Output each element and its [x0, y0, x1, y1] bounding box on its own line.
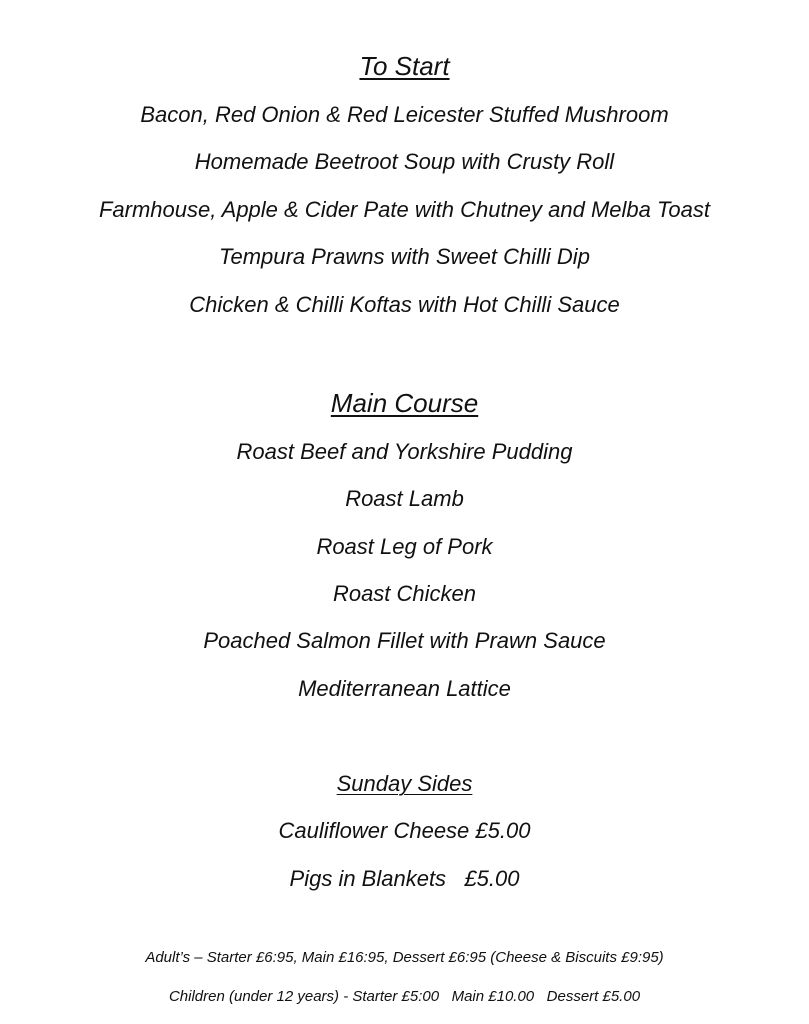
main-item: Roast Beef and Yorkshire Pudding	[236, 439, 573, 464]
side-item: Pigs in Blankets £5.00	[289, 866, 520, 891]
main-item: Roast Leg of Pork	[316, 534, 493, 559]
starter-item: Farmhouse, Apple & Cider Pate with Chutney and Melba Toast	[98, 197, 711, 222]
main-item: Mediterranean Lattice	[298, 676, 511, 701]
starter-item: Bacon, Red Onion & Red Leicester Stuffed Mushroom	[140, 102, 669, 127]
main-item: Poached Salmon Fillet with Prawn Sauce	[203, 628, 606, 653]
starter-item: Homemade Beetroot Soup with Crusty Roll	[194, 149, 615, 174]
starters-heading: To Start	[359, 51, 450, 81]
starter-item: Tempura Prawns with Sweet Chilli Dip	[219, 244, 590, 269]
adult-pricing: Adult’s – Starter £6:95, Main £16:95, Dessert £6:95 (Cheese & Biscuits £9:95)	[145, 949, 664, 966]
side-item: Cauliflower Cheese £5.00	[278, 818, 531, 843]
children-pricing: Children (under 12 years) - Starter £5:00 Main £10.00 Dessert £5.00	[168, 988, 641, 1005]
main-item: Roast Lamb	[345, 486, 464, 511]
mains-heading: Main Course	[330, 388, 479, 418]
main-item: Roast Chicken	[332, 581, 477, 606]
sides-heading: Sunday Sides	[336, 771, 473, 796]
starter-item: Chicken & Chilli Koftas with Hot Chilli Sauce	[189, 292, 620, 317]
